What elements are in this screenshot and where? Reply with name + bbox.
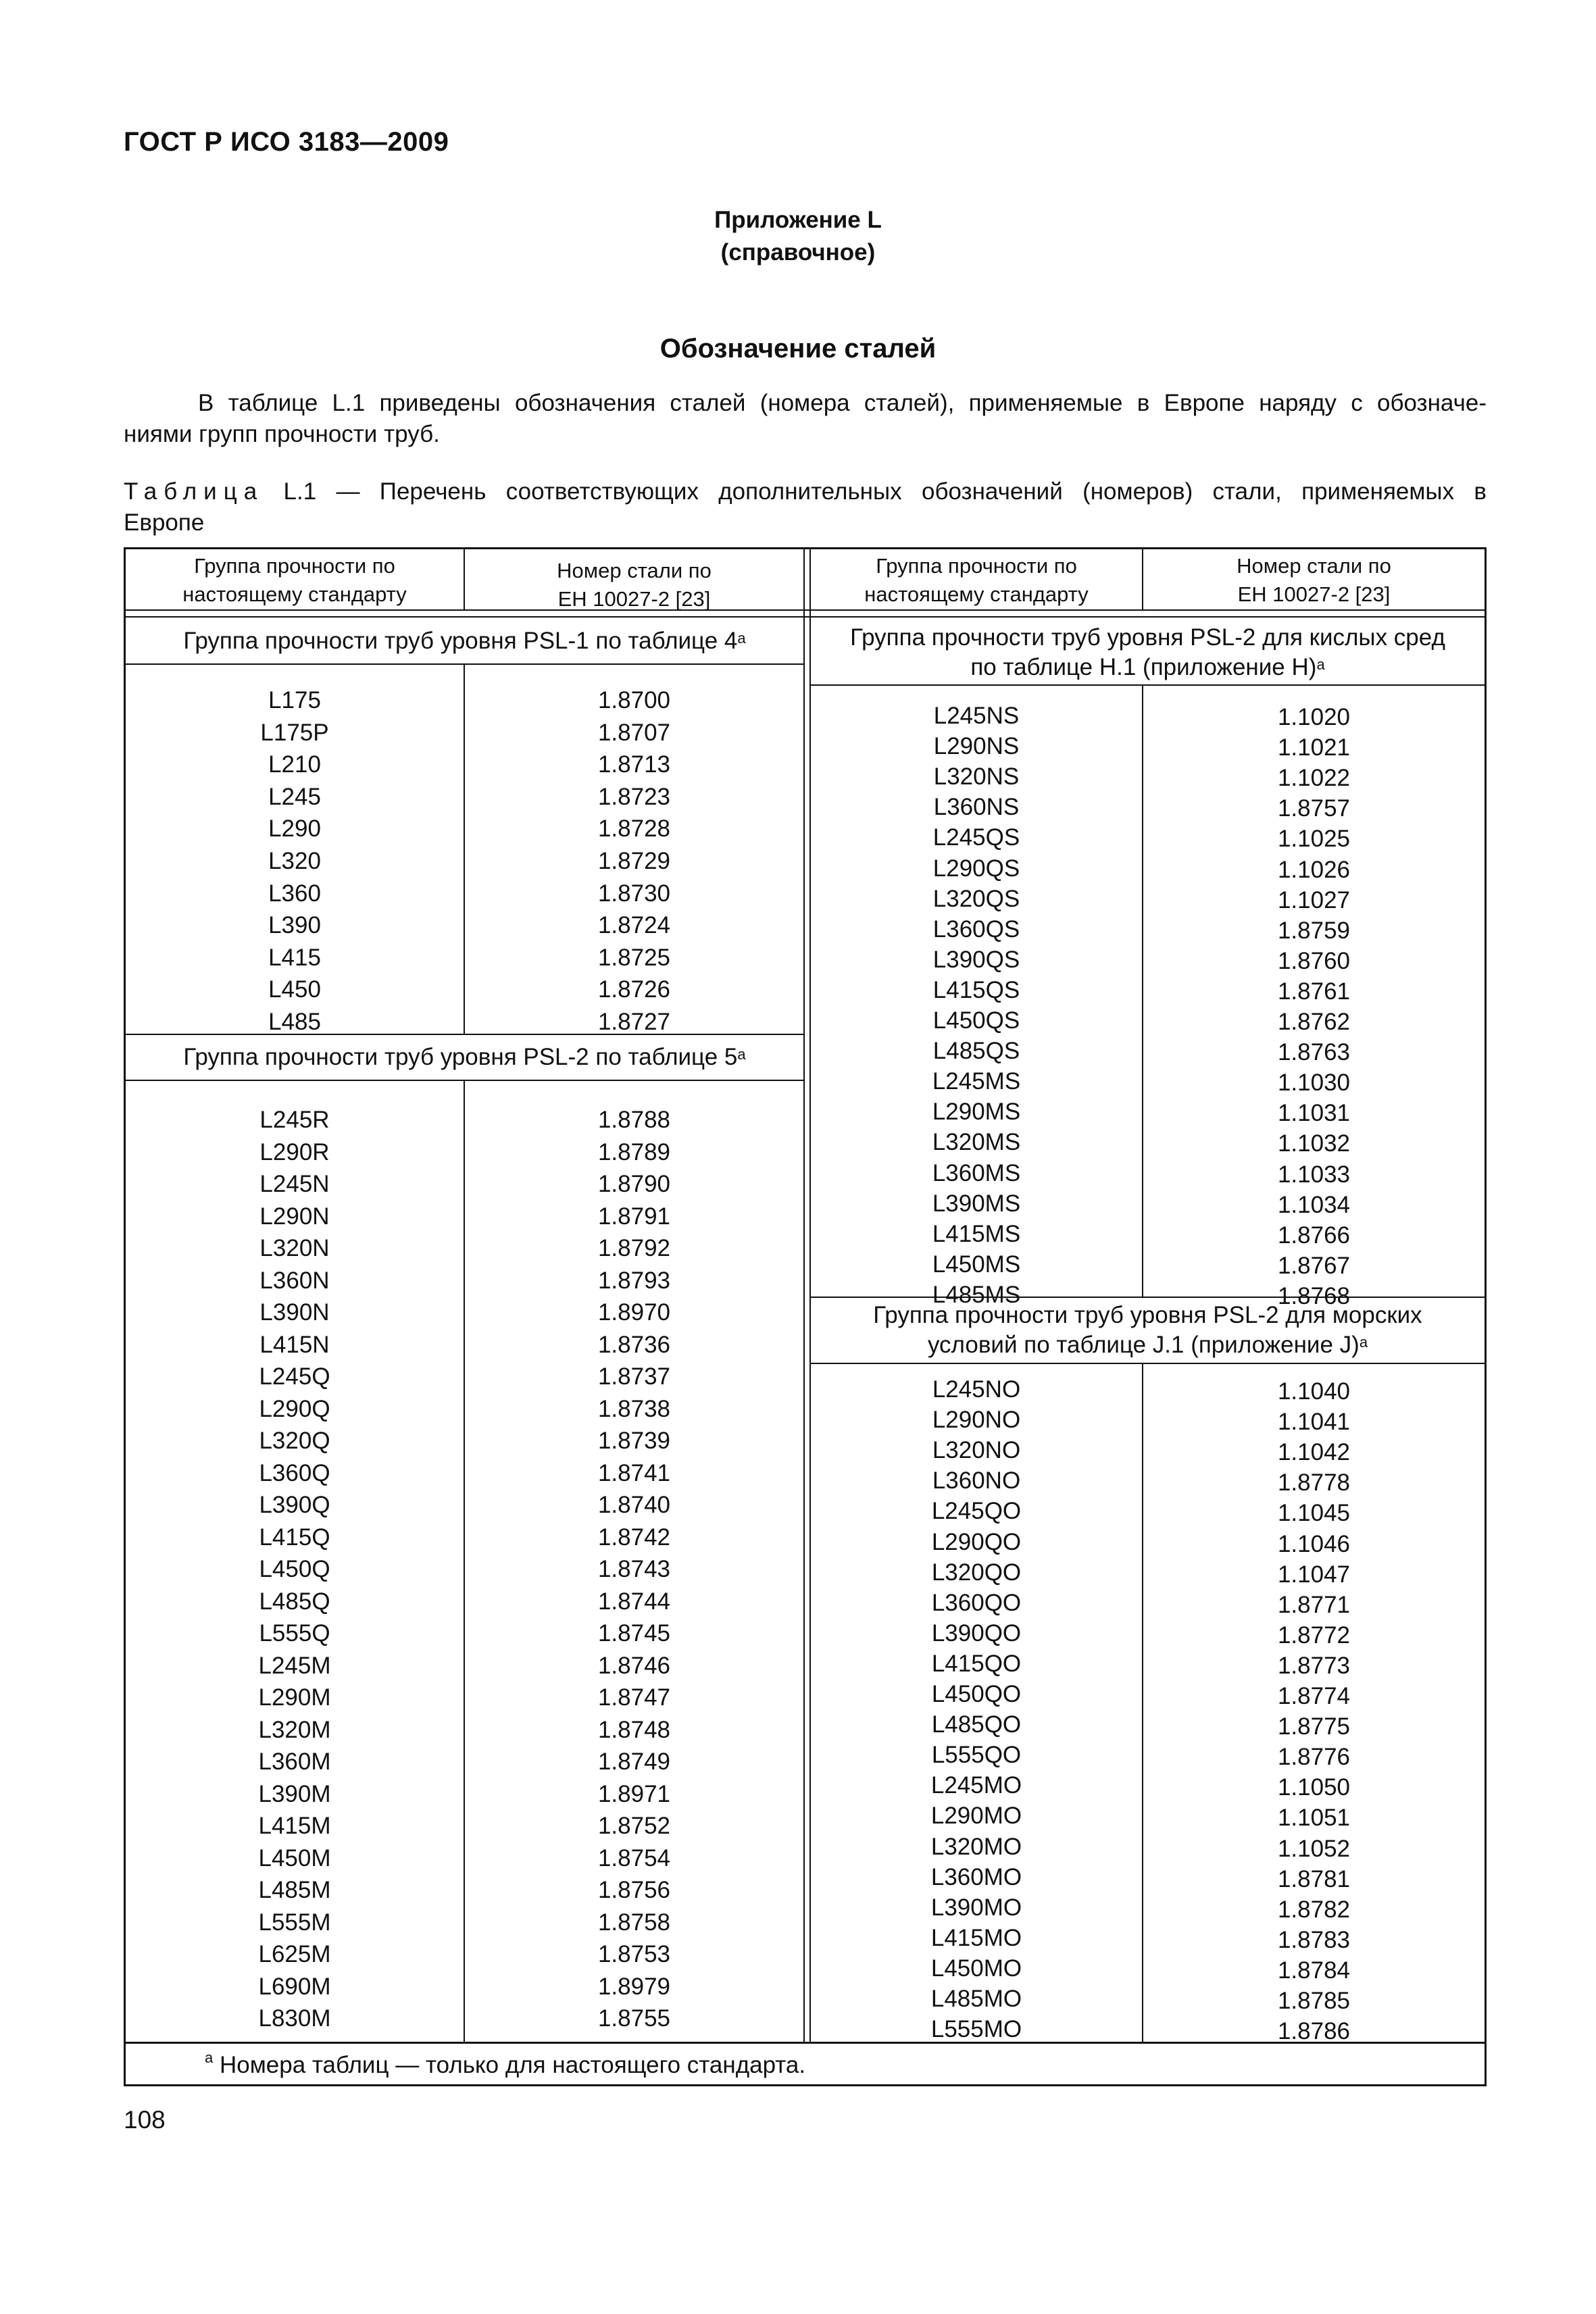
table-cell: L390: [268, 912, 321, 939]
table-cell: L415MO: [930, 1924, 1022, 1951]
table-cell: 1.8789: [597, 1138, 671, 1165]
table-cell: 1.8740: [597, 1492, 671, 1518]
table-cell: 1.8723: [597, 783, 671, 810]
appendix-name: Приложение L: [714, 207, 882, 233]
halves-divider-a: [803, 547, 805, 2042]
left-header-grade: [126, 552, 464, 609]
table-cell: 1.1030: [1277, 1070, 1351, 1097]
header-grade-line-1: Группа прочности по: [194, 554, 395, 578]
table-cell: L245MS: [932, 1068, 1021, 1095]
intro-paragraph: [124, 388, 1487, 450]
table-cell: 1.8970: [597, 1299, 671, 1326]
table-cell: 1.8707: [597, 719, 671, 746]
table-cell: L485: [268, 1009, 321, 1035]
footnote-marker: a: [205, 2049, 214, 2066]
table-cell: 1.8737: [597, 1363, 671, 1390]
table-cell: 1.8724: [597, 912, 671, 939]
table-cell: L390MO: [930, 1894, 1022, 1921]
table-cell: L485MO: [930, 1986, 1022, 2012]
table-cell: L320N: [259, 1235, 330, 1261]
table-cell: 1.8713: [597, 751, 671, 778]
table-border-right: [1485, 547, 1487, 2086]
table-cell: 1.1021: [1277, 734, 1351, 761]
header-grade-line-2: настоящему стандарту: [864, 582, 1089, 606]
table-cell: L290QO: [931, 1528, 1022, 1555]
table-cell: L290R: [259, 1138, 330, 1165]
table-cell: 1.8772: [1277, 1621, 1351, 1649]
table-cell: 1.8773: [1277, 1652, 1351, 1679]
table-caption-text: L.1 — Перечень соответствующих дополнительных обозначений (номеров) стали, применяемых в: [283, 478, 1487, 505]
table-cell: 1.8760: [1277, 947, 1351, 974]
table-cell: L485Q: [259, 1588, 330, 1615]
table-cell: L390Q: [259, 1492, 330, 1518]
sour-title-line-2: по таблице H.1 (приложение H)$^a$: [970, 654, 1325, 680]
table-cell: L245N: [259, 1171, 330, 1197]
table-cell: L415Q: [259, 1524, 330, 1551]
right-offshore-title-line: [810, 1363, 1486, 1364]
table-cell: L320MS: [932, 1129, 1021, 1156]
table-cell: L245MO: [930, 1772, 1022, 1799]
table-cell: 1.1026: [1277, 856, 1351, 883]
table-cell: L320NS: [933, 763, 1020, 790]
psl1-section-title: Группа прочности труб уровня PSL-1 по таблице 4$^a$: [183, 628, 746, 654]
table-cell: L390N: [259, 1299, 330, 1326]
offshore-title-line-1: Группа прочности труб уровня PSL-2 для морских: [873, 1302, 1422, 1328]
table-cell: L415MS: [932, 1220, 1021, 1247]
header-number-line-1: Номер стали по: [557, 559, 712, 582]
table-caption-line-1: [124, 476, 1487, 507]
header-line-b: [124, 616, 1487, 618]
table-cell: 1.8728: [597, 815, 671, 842]
table-cell: 1.8749: [597, 1749, 671, 1775]
table-cell: L245NO: [932, 1376, 1021, 1403]
table-cell: L360M: [258, 1749, 331, 1775]
footnote-marker: a: [737, 630, 746, 647]
table-cell: L485MS: [932, 1281, 1021, 1308]
table-cell: L360QO: [931, 1589, 1022, 1616]
table-cell: 1.8742: [597, 1524, 671, 1551]
table-cell: 1.1032: [1277, 1130, 1351, 1157]
table-cell: L450Q: [259, 1556, 330, 1582]
table-cell: L320QS: [932, 885, 1020, 912]
table-cell: 1.8726: [597, 976, 671, 1003]
table-cell: L290: [268, 815, 321, 842]
table-cell: L245QS: [932, 824, 1020, 851]
table-cell: 1.8783: [1277, 1926, 1351, 1953]
table-cell: L290MO: [930, 1803, 1022, 1830]
table-cell: 1.8730: [597, 880, 671, 907]
sour-title-line-1: Группа прочности труб уровня PSL-2 для кислых сред: [850, 624, 1445, 651]
table-cell: 1.8786: [1277, 2018, 1351, 2045]
table-cell: 1.8762: [1277, 1009, 1351, 1035]
table-cell: L245QO: [931, 1498, 1022, 1525]
table-cell: 1.8729: [597, 848, 671, 874]
table-cell: 1.1047: [1277, 1561, 1351, 1588]
table-cell: L450QO: [931, 1681, 1022, 1707]
table-cell: L245NS: [933, 703, 1020, 729]
table-cell: 1.8758: [597, 1909, 671, 1936]
table-cell: 1.1045: [1277, 1500, 1351, 1527]
table-cell: 1.8727: [597, 1009, 671, 1035]
table-cell: 1.8781: [1277, 1865, 1351, 1892]
table-cell: L625M: [258, 1941, 331, 1967]
table-cell: L245Q: [259, 1363, 330, 1390]
table-cell: L415QO: [931, 1650, 1022, 1677]
table-border-top: [124, 547, 1487, 549]
footnote-text: Номера таблиц — только для настоящего стандарта.: [219, 2052, 806, 2078]
right-header-number: [1143, 552, 1485, 609]
table-cell: 1.8752: [597, 1813, 671, 1839]
table-caption-line-2: Европе: [124, 509, 205, 536]
table-footnote: [205, 2049, 806, 2079]
table-cell: 1.1020: [1277, 704, 1351, 730]
table-cell: L320Q: [259, 1428, 330, 1454]
table-cell: 1.8790: [597, 1171, 671, 1197]
left-header-number: [465, 557, 803, 613]
footnote-marker: a: [1316, 656, 1325, 673]
table-cell: 1.8775: [1277, 1713, 1351, 1740]
table-cell: L415: [268, 944, 321, 971]
header-line-a: [124, 609, 1487, 611]
table-cell: 1.8756: [597, 1877, 671, 1903]
table-cell: 1.1025: [1277, 826, 1351, 853]
table-cell: L360NS: [933, 794, 1020, 821]
table-cell: 1.8761: [1277, 978, 1351, 1005]
table-cell: 1.8776: [1277, 1744, 1351, 1771]
table-cell: 1.8774: [1277, 1683, 1351, 1709]
table-cell: L360N: [259, 1267, 330, 1294]
header-number-line-2: ЕН 10027-2 [23]: [557, 587, 711, 611]
table-cell: 1.8741: [597, 1459, 671, 1486]
table-cell: L415M: [258, 1813, 331, 1839]
table-cell: 1.1051: [1277, 1805, 1351, 1832]
table-cell: L360QS: [932, 915, 1020, 942]
table-cell: L450MO: [930, 1955, 1022, 1982]
table-cell: L555M: [258, 1909, 331, 1936]
table-cell: 1.8759: [1277, 917, 1351, 944]
table-cell: L320: [268, 848, 321, 874]
intro-line-2: ниями групп прочности труб.: [124, 421, 440, 447]
table-cell: L290MS: [932, 1099, 1021, 1126]
table-cell: 1.8748: [597, 1716, 671, 1743]
table-cell: 1.1033: [1277, 1161, 1351, 1188]
table-cell: 1.8771: [1277, 1591, 1351, 1618]
table-cell: 1.8746: [597, 1652, 671, 1679]
footnote-marker: a: [1359, 1334, 1368, 1351]
table-cell: 1.8744: [597, 1588, 671, 1615]
header-grade-line-1: Группа прочности по: [876, 554, 1077, 578]
table-cell: L290M: [258, 1684, 331, 1711]
table-cell: 1.8979: [597, 1973, 671, 2000]
table-cell: L690M: [258, 1973, 331, 2000]
table-cell: 1.8793: [597, 1267, 671, 1294]
table-border-bottom: [124, 2084, 1487, 2086]
table-cell: 1.8792: [597, 1235, 671, 1261]
table-cell: L830M: [258, 2005, 331, 2032]
table-cell: 1.8767: [1277, 1252, 1351, 1279]
table-cell: 1.8739: [597, 1428, 671, 1454]
table-cell: 1.8747: [597, 1684, 671, 1711]
table-cell: 1.8782: [1277, 1896, 1351, 1923]
table-cell: 1.8725: [597, 944, 671, 971]
table-cell: 1.1052: [1277, 1835, 1351, 1862]
table-cell: L290NO: [932, 1407, 1021, 1434]
appendix-heading: [0, 204, 1596, 269]
table-cell: L390QO: [931, 1619, 1022, 1646]
appendix-kind: (справочное): [720, 239, 876, 266]
table-cell: 1.1022: [1277, 765, 1351, 792]
table-cell: 1.8700: [597, 687, 671, 713]
footnote-marker: a: [737, 1046, 746, 1063]
table-cell: 1.8755: [597, 2005, 671, 2032]
table-cell: L555Q: [259, 1620, 330, 1646]
document-standard-code: ГОСТ Р ИСО 3183—2009: [124, 127, 449, 157]
intro-line-1: В таблице L.1 приведены обозначения сталей (номера сталей), применяемые в Европе наряду с обозначе-: [198, 390, 1487, 416]
table-cell: L290Q: [259, 1395, 330, 1422]
table-cell: 1.1034: [1277, 1191, 1351, 1218]
table-cell: L485QS: [932, 1038, 1020, 1065]
table-cell: 1.8738: [597, 1395, 671, 1422]
table-cell: 1.1046: [1277, 1530, 1351, 1557]
table-cell: 1.8788: [597, 1107, 671, 1133]
table-caption-prefix: Таблица: [124, 478, 264, 505]
right-sour-title-line: [810, 684, 1486, 686]
table-cell: L450: [268, 976, 321, 1003]
table-cell: L450QS: [932, 1007, 1020, 1034]
table-cell: L360MO: [930, 1863, 1022, 1890]
table-cell: 1.1041: [1277, 1409, 1351, 1436]
table-cell: L485QO: [931, 1711, 1022, 1738]
table-cell: L290N: [259, 1203, 330, 1230]
table-cell: L450MS: [932, 1251, 1021, 1278]
table-cell: 1.1042: [1277, 1439, 1351, 1466]
table-cell: L390M: [258, 1780, 331, 1807]
table-cell: 1.8745: [597, 1620, 671, 1646]
header-grade-line-2: настоящему стандарту: [182, 582, 407, 606]
table-cell: L555QO: [931, 1742, 1022, 1769]
table-cell: L245M: [258, 1652, 331, 1679]
table-cell: L290QS: [932, 855, 1020, 882]
offshore-title-line-2: условий по таблице J.1 (приложение J)$^a$: [927, 1332, 1368, 1358]
table-cell: 1.8784: [1277, 1957, 1351, 1984]
sour-section-title: [811, 623, 1485, 682]
table-cell: 1.8753: [597, 1941, 671, 1967]
table-cell: L360Q: [259, 1459, 330, 1486]
table-cell: L415N: [259, 1331, 330, 1358]
table-cell: 1.8743: [597, 1556, 671, 1582]
table-cell: 1.8736: [597, 1331, 671, 1358]
table-cell: 1.8768: [1277, 1282, 1351, 1309]
table-cell: L290NS: [933, 733, 1020, 760]
table-cell: L390MS: [932, 1190, 1021, 1217]
table-cell: L320M: [258, 1716, 331, 1743]
table-cell: L320QO: [931, 1559, 1022, 1586]
table-cell: L360MS: [932, 1159, 1021, 1186]
right-header-grade: [811, 552, 1142, 609]
table-cell: 1.8763: [1277, 1039, 1351, 1066]
table-cell: 1.8971: [597, 1780, 671, 1807]
table-cell: L245R: [259, 1107, 330, 1133]
table-cell: 1.8757: [1277, 795, 1351, 822]
table-caption: [124, 476, 1487, 538]
psl2-section-title: Группа прочности труб уровня PSL-2 по таблице 5$^a$: [183, 1044, 746, 1070]
table-cell: L320MO: [930, 1833, 1022, 1860]
table-cell: 1.1050: [1277, 1774, 1351, 1801]
table-cell: L485M: [258, 1877, 331, 1903]
table-cell: L320NO: [932, 1437, 1021, 1464]
table-cell: L555MO: [930, 2016, 1022, 2043]
header-number-line-2: ЕН 10027-2 [23]: [1237, 582, 1391, 606]
table-cell: 1.8791: [597, 1203, 671, 1230]
table-cell: 1.1027: [1277, 886, 1351, 913]
table-cell: L175: [268, 687, 321, 713]
table-cell: 1.1031: [1277, 1100, 1351, 1127]
table-cell: L245: [268, 783, 321, 810]
table-cell: 1.8785: [1277, 1988, 1351, 2014]
table-cell: 1.8766: [1277, 1222, 1351, 1249]
page-number: 108: [124, 2106, 166, 2134]
table-cell: L175P: [260, 719, 329, 746]
section-title: Обозначение сталей: [659, 334, 937, 363]
table-cell: L390QS: [932, 946, 1020, 973]
table-cell: L450M: [258, 1844, 331, 1871]
header-number-line-1: Номер стали по: [1237, 554, 1391, 578]
table-cell: 1.8754: [597, 1844, 671, 1871]
table-cell: 1.1040: [1277, 1378, 1351, 1405]
table-cell: L210: [268, 751, 321, 778]
table-cell: L360NO: [932, 1467, 1021, 1494]
table-cell: L360: [268, 880, 321, 907]
table-cell: 1.8778: [1277, 1469, 1351, 1496]
table-cell: L415QS: [932, 976, 1020, 1003]
